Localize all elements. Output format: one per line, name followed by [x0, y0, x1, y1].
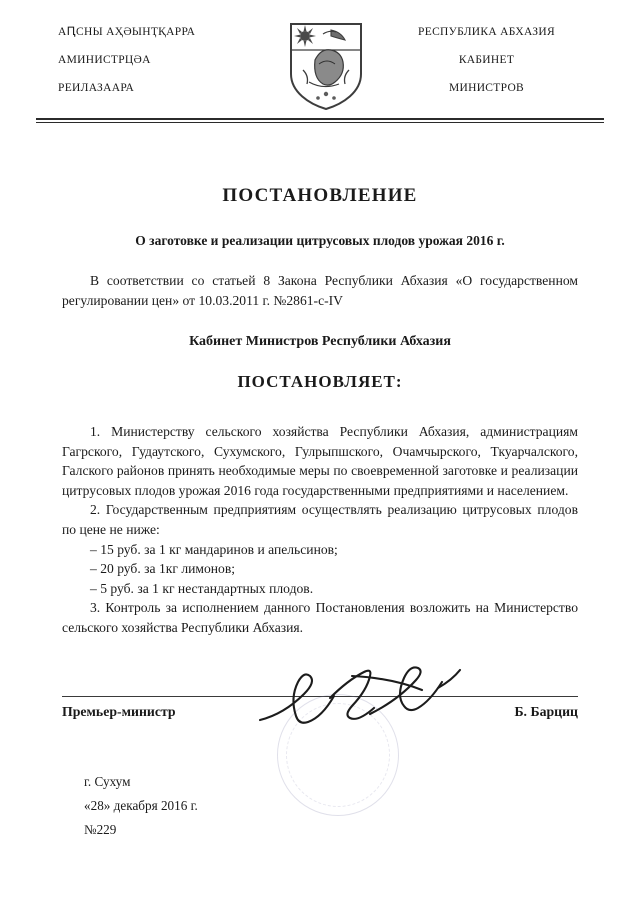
header-right-line-2: КАБИНЕТ [458, 54, 515, 66]
header-divider [36, 118, 604, 123]
signer-name: Б. Барциц [514, 703, 578, 719]
document-body [36, 185, 604, 842]
divider-thin-line [36, 122, 604, 123]
signature-rule [62, 696, 578, 697]
signer-position: Премьер-министр [62, 703, 176, 719]
resolution-item-3: 3. Контроль за исполнением данного Постановления возложить на Министерство сельского хозяйства Республики Абхазия. [62, 600, 578, 635]
issuing-authority: Кабинет Министров Республики Абхазия [189, 334, 451, 349]
resolution-item-1: 1. Министерству сельского хозяйства Республики Абхазия, администрациям Гагрского, Гудаутского, Сухумского, Гулрыпшского, Очамчырского, Ткуарчалского, Галского районов принять необходимые меры по своевременной заготовке и реализации цитрусовых плодов урожая 2016 года государственными предприятиями и населением. [62, 424, 578, 498]
footer-city: г. Сухум [84, 773, 131, 789]
footer-date: «28» декабря 2016 г. [84, 797, 198, 813]
document-title: ПОСТАНОВЛЕНИЕ [222, 185, 418, 206]
preamble-paragraph: В соответствии со статьей 8 Закона Республики Абхазия «О государственном регулировании цен» от 10.03.2011 г. №2861-с-IV [62, 273, 578, 308]
price-line-1: – 15 руб. за 1 кг мандаринов и апельсинов; [90, 541, 338, 557]
header-left-line-1: АԤСНЫ АҲӘЫНҬҚАРРА [58, 26, 196, 38]
coat-of-arms-icon [285, 20, 367, 112]
header-left-line-2: АМИНИСТРЦӘА [58, 54, 151, 66]
divider-thick-line [36, 118, 604, 120]
price-line-2: – 20 руб. за 1кг лимонов; [90, 561, 236, 577]
header-right-line-3: МИНИСТРОВ [448, 82, 525, 94]
document-footer [62, 770, 578, 842]
signature-block [62, 684, 578, 744]
document-header [36, 0, 604, 112]
header-left-block [36, 18, 273, 102]
header-left-line-3: РЕИЛАЗААРА [58, 82, 135, 94]
document-subtitle: О заготовке и реализации цитрусовых плодов урожая 2016 г. [135, 233, 505, 248]
footer-number: №229 [84, 821, 117, 837]
header-right-line-1: РЕСПУБЛИКА АБХАЗИЯ [418, 26, 555, 38]
price-line-3: – 5 руб. за 1 кг нестандартных плодов. [90, 580, 314, 596]
handwritten-signature-icon [252, 658, 512, 738]
resolution-item-2: 2. Государственным предприятиям осуществлять реализацию цитрусовых плодов по цене не ниже: [62, 502, 578, 537]
signature-row [62, 704, 578, 720]
header-right-block [379, 18, 604, 102]
resolves-keyword: ПОСТАНОВЛЯЕТ: [237, 372, 403, 391]
resolution-items [62, 422, 578, 638]
